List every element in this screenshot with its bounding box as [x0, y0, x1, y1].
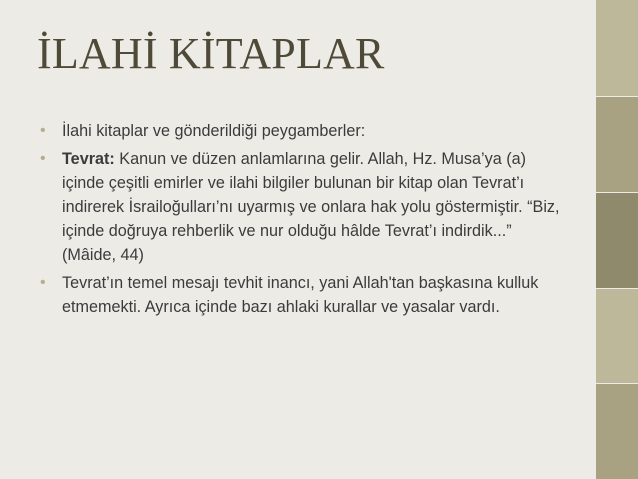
- bullet-item: [40, 147, 570, 267]
- bullet-icon: •: [40, 122, 46, 139]
- decorative-strip-block: [596, 384, 638, 479]
- decorative-strip-block: [596, 0, 638, 96]
- decorative-strip-block: [596, 289, 638, 383]
- decorative-strip-block: [596, 97, 638, 192]
- bullet-item: [40, 271, 570, 319]
- bullet-text: İlahi kitaplar ve gönderildiği peygamberler:: [62, 122, 366, 140]
- bullet-item: [40, 119, 570, 143]
- decorative-strip-block: [596, 193, 638, 288]
- bullet-list: [40, 119, 570, 323]
- bullet-icon: •: [40, 150, 46, 167]
- bullet-text: Kanun ve düzen anlamlarına gelir. Allah, Hz. Musa’ya (a) içinde çeşitli emirler ve ilahi bilgiler bulunan bir kitap olan Tevrat’ı indirerek İsrailoğulları’nı uyarmış ve onlara hak yolu göstermiştir. “Biz, içinde doğruya rehberlik ve nur olduğu hâlde Tevrat’ı indirdik...” (Mâide, 44): [62, 150, 560, 264]
- bullet-text: Tevrat’ın temel mesajı tevhit inancı, yani Allah'tan başkasına kulluk etmemekti. Ayrıca içinde bazı ahlaki kurallar ve yasalar vardı.: [62, 274, 539, 316]
- slide-title: İLAHİ KİTAPLAR: [37, 29, 385, 78]
- bullet-term: Tevrat:: [62, 150, 115, 168]
- bullet-icon: •: [40, 274, 46, 291]
